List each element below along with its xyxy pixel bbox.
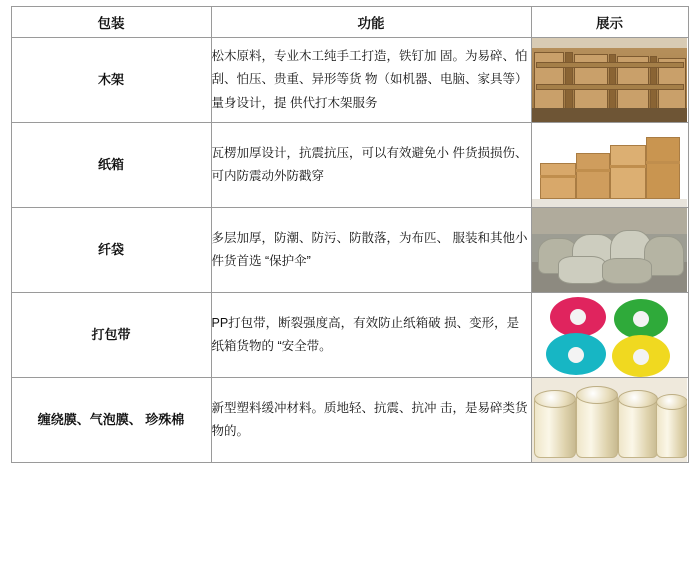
table-body <box>11 38 688 463</box>
table-header-row <box>11 7 688 38</box>
cell-packaging-name: 纤袋 <box>11 208 211 293</box>
packaging-table-document <box>0 6 699 576</box>
cell-display-image <box>531 378 688 463</box>
cell-function-text: PP打包带，断裂强度高，有效防止纸箱破 损、变形，是纸箱货物的 “安全带。 <box>211 293 531 378</box>
cell-function-text: 松木原料，专业木工纯手工打造，铁钉加 固。为易碎、怕刮、怕压、贵重、异形等货 物（如机器、电脑、家具等）量身设计，提 供代打木架服务 <box>211 38 531 123</box>
ceiling-band <box>532 38 687 48</box>
table-row <box>11 208 688 293</box>
cell-packaging-name: 纸箱 <box>11 123 211 208</box>
image-container <box>532 378 687 462</box>
carton-box-photo <box>532 123 687 207</box>
image-container <box>532 208 687 292</box>
carton-box <box>610 145 646 199</box>
crate-plank <box>534 52 564 110</box>
cell-display-image <box>531 293 688 378</box>
table-header <box>11 7 688 38</box>
cell-display-image <box>531 208 688 293</box>
column-header-packaging: 包装 <box>11 7 211 38</box>
ground-band <box>532 199 687 207</box>
image-container <box>532 38 687 122</box>
woven-bag-photo <box>532 208 687 292</box>
cell-packaging-name: 打包带 <box>11 293 211 378</box>
wooden-crate-photo <box>532 38 687 122</box>
table-row <box>11 38 688 123</box>
warehouse-wall <box>532 208 687 234</box>
woven-bag <box>558 256 606 284</box>
film-roll-rim <box>576 386 618 404</box>
box-tape <box>540 175 576 178</box>
column-header-function: 功能 <box>211 7 531 38</box>
packaging-table <box>11 6 689 463</box>
crate-rail <box>536 62 684 68</box>
stretch-film-photo <box>532 378 687 462</box>
carton-box <box>540 163 576 199</box>
cell-packaging-name: 缠绕膜、气泡膜、 珍殊棉 <box>11 378 211 463</box>
reel-hole <box>568 347 584 363</box>
film-roll-rim <box>618 390 658 408</box>
cell-packaging-name: 木架 <box>11 38 211 123</box>
strapping-band-photo <box>532 293 687 377</box>
film-roll-rim <box>534 390 576 408</box>
cell-function-text: 新型塑料缓冲材料。质地轻、抗震、抗冲 击，是易碎类货物的。 <box>211 378 531 463</box>
reel-hole <box>633 311 649 327</box>
reel-hole <box>633 349 649 365</box>
reel-hole <box>570 309 586 325</box>
box-tape <box>576 169 610 172</box>
cell-function-text: 多层加厚，防潮、防污、防散落，为布匹、 服装和其他小件货首选 “保护伞” <box>211 208 531 293</box>
cell-display-image <box>531 38 688 123</box>
image-container <box>532 293 687 377</box>
carton-box <box>576 153 610 199</box>
box-tape <box>610 165 646 168</box>
column-header-display: 展示 <box>531 7 688 38</box>
cell-display-image <box>531 123 688 208</box>
carton-box <box>646 137 680 199</box>
box-tape <box>646 161 680 164</box>
table-row <box>11 378 688 463</box>
crate-rail <box>536 84 684 90</box>
crate-plank <box>565 52 573 110</box>
table-row <box>11 123 688 208</box>
image-container <box>532 123 687 207</box>
woven-bag <box>602 258 652 284</box>
table-row <box>11 293 688 378</box>
floor-band <box>532 108 687 122</box>
cell-function-text: 瓦楞加厚设计，抗震抗压，可以有效避免小 件货损损伤、可内防震动外防戳穿 <box>211 123 531 208</box>
film-roll-rim <box>656 394 687 410</box>
